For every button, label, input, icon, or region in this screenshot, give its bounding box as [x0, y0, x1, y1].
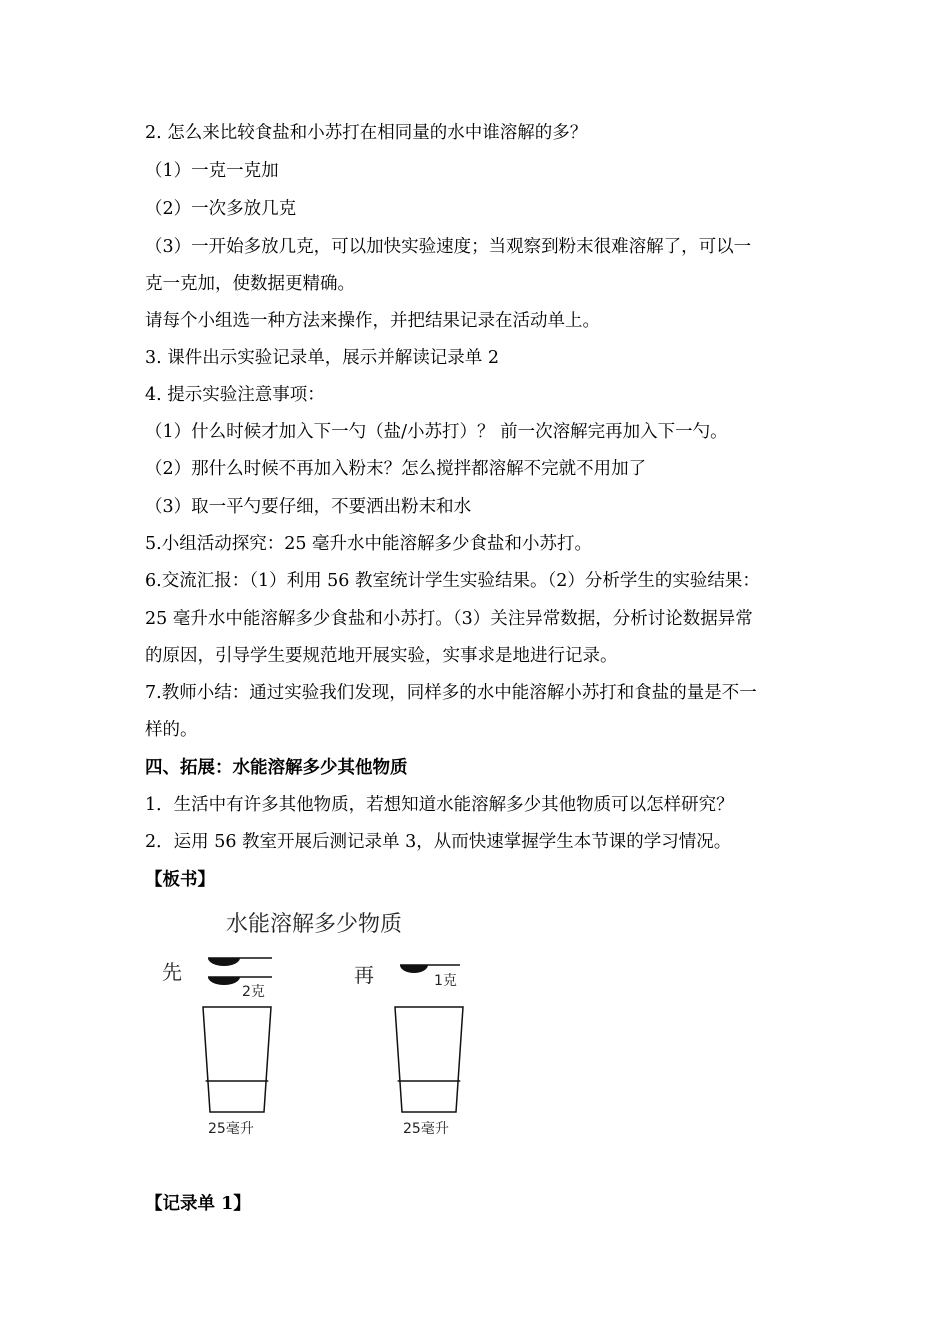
- step-label-right: 再: [354, 963, 374, 987]
- text-line: 2. 怎么来比较食盐和小苏打在相同量的水中谁溶解的多？: [145, 123, 588, 143]
- text-line: （1）什么时候才加入下一勺（盐/小苏打）？ 前一次溶解完再加入下一勺。: [145, 422, 728, 442]
- diagram-right-group: [354, 963, 463, 1137]
- text-line: 7.教师小结：通过实验我们发现，同样多的水中能溶解小苏打和食盐的量是不一: [145, 683, 757, 703]
- diagram-left-group: [162, 958, 272, 1137]
- text-line: （2）那什么时候不再加入粉末？怎么搅拌都溶解不完就不用加了: [145, 459, 647, 479]
- board-heading: 【板书】: [145, 870, 215, 890]
- text-line: 25 毫升水中能溶解多少食盐和小苏打。（3）关注异常数据，分析讨论数据异常: [145, 609, 753, 629]
- record-sheet-heading: 【记录单 1】: [145, 1194, 251, 1214]
- text-line: （3）取一平勺要仔细，不要洒出粉末和水: [145, 497, 472, 517]
- diagram-title: 水能溶解多少物质: [226, 912, 403, 937]
- text-line: 1．生活中有许多其他物质，若想知道水能溶解多少其他物质可以怎样研究？: [145, 795, 734, 815]
- spoon-amount-left: 2克: [242, 984, 265, 1000]
- spoon-icon: [208, 958, 272, 985]
- text-line: （2）一次多放几克: [145, 199, 297, 219]
- text-line: 请每个小组选一种方法来操作，并把结果记录在活动单上。: [145, 311, 600, 331]
- text-line: 克一克加，使数据更精确。: [145, 274, 355, 294]
- step-label-left: 先: [162, 960, 182, 984]
- spoon-icon: [400, 965, 460, 973]
- spoon-amount-right: 1克: [434, 973, 457, 989]
- section-heading: 四、拓展：水能溶解多少其他物质: [145, 758, 408, 778]
- beaker-icon: [203, 1007, 271, 1112]
- volume-label-left: 25毫升: [208, 1121, 254, 1137]
- volume-label-right: 25毫升: [403, 1121, 449, 1137]
- text-line: 样的。: [145, 720, 198, 740]
- text-line: 4. 提示实验注意事项：: [145, 385, 325, 405]
- text-line: 2．运用 56 教室开展后测记录单 3，从而快速掌握学生本节课的学习情况。: [145, 832, 732, 852]
- text-line: 5.小组活动探究：25 毫升水中能溶解多少食盐和小苏打。: [145, 534, 593, 554]
- text-line: 6.交流汇报：（1）利用 56 教室统计学生实验结果。（2）分析学生的实验结果：: [145, 571, 760, 591]
- text-line: （1）一克一克加: [145, 161, 279, 181]
- text-line: （3）一开始多放几克，可以加快实验速度；当观察到粉末很难溶解了，可以一: [145, 237, 752, 257]
- board-diagram: [150, 895, 480, 1155]
- beaker-icon: [395, 1007, 463, 1112]
- text-line: 3. 课件出示实验记录单，展示并解读记录单 2: [145, 348, 499, 368]
- text-line: 的原因，引导学生要规范地开展实验，实事求是地进行记录。: [145, 646, 618, 666]
